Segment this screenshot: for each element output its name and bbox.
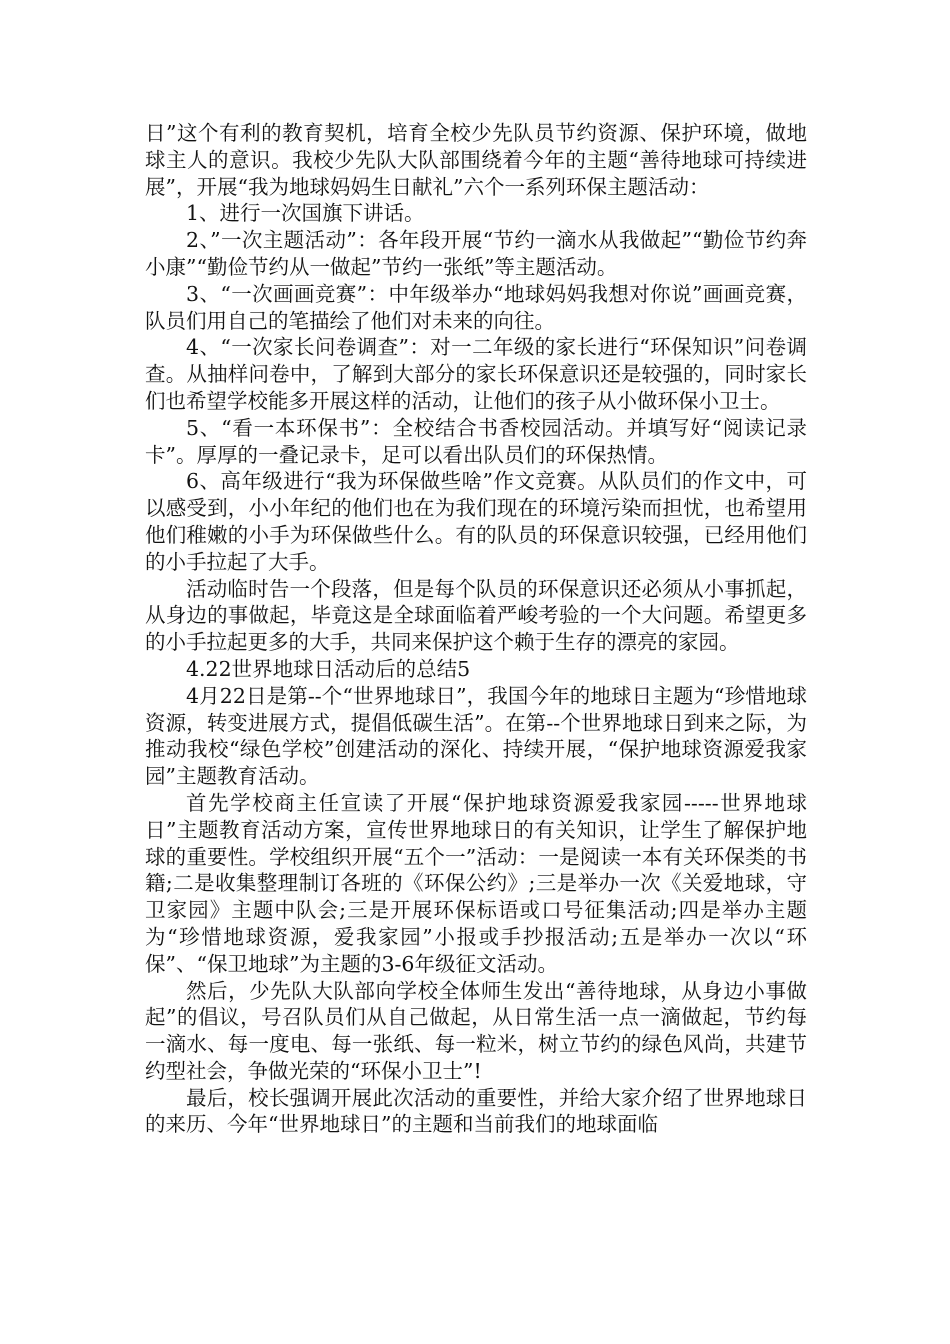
paragraph-item-1: 1、进行一次国旗下讲话。 bbox=[186, 201, 425, 226]
paragraph-item-5: 5、“看一本环保书”：全校结合书香校园活动。并填写好“阅读记录卡”。厚厚的一叠记录卡，足可以看出队员们的环保热情。 bbox=[145, 415, 807, 467]
paragraph-item-3: 3、“一次画画竞赛”：中年级举办“地球妈妈我想对你说”画画竞赛，队员们用自己的笔描绘了他们对未来的向往。 bbox=[145, 281, 807, 333]
paragraph-item-6: 6、高年级进行“我为环保做些啥”作文竞赛。从队员们的作文中，可以感受到，小小年纪的他们也在为我们现在的环境污染而担忧，也希望用他们稚嫩的小手为环保做些什么。有的队员的环保意识较强，已经用他们的小手拉起了大手。 bbox=[145, 469, 807, 574]
section-heading: 4.22世界地球日活动后的总结5 bbox=[186, 656, 471, 681]
paragraph-earth-day-intro: 4月22日是第--个“世界地球日”，我国今年的地球日主题为“珍惜地球资源，转变进展方式，提倡低碳生活”。在第--个世界地球日到来之际，为推动我校“绿色学校”创建活动的深化、持续开展，“保护地球资源爱我家园”主题教育活动。 bbox=[145, 683, 807, 789]
paragraph-initiative: 然后，少先队大队部向学校全体师生发出“善待地球，从身边小事做起”的倡议，号召队员们从自己做起，从日常生活一点一滴做起，节约每一滴水、每一度电、每一张纸、每一粒米，树立节约的绿色风尚，共建节约型社会，争做光荣的“环保小卫士”! bbox=[145, 978, 807, 1083]
paragraph-item-2: 2、”一次主题活动”：各年段开展“节约一滴水从我做起”“勤俭节约奔小康”“勤俭节约从一做起”节约一张纸”等主题活动。 bbox=[145, 228, 807, 279]
paragraph-final: 最后，校长强调开展此次活动的重要性，并给大家介绍了世界地球日的来历、今年“世界地球日”的主题和当前我们的地球面临 bbox=[145, 1085, 807, 1137]
paragraph-intro: 日”这个有利的教育契机，培育全校少先队员节约资源、保护环境，做地球主人的意识。我校少先队大队部围绕着今年的主题“善待地球可持续进展”，开展“我为地球妈妈生日献礼”六个一系列环保主题活动： bbox=[145, 121, 807, 199]
paragraph-first-activity: 首先学校商主任宣读了开展“保护地球资源爱我家园-----世界地球日”主题教育活动方案，宣传世界地球日的有关知识，让学生了解保护地球的重要性。学校组织开展“五个一”活动：一是阅读一本有关环保类的书籍;二是收集整理制订各班的《环保公约》;三是举办一次《关爱地球，守卫家园》主题中队会;三是开展环保标语或口号征集活动;四是举办主题为“珍惜地球资源，爱我家园”小报或手抄报活动;五是举办一次以“环保”、“保卫地球”为主题的3-6年级征文活动。 bbox=[145, 790, 807, 976]
paragraph-item-4: 4、“一次家长问卷调查”：对一二年级的家长进行“环保知识”问卷调查。从抽样问卷中，了解到大部分的家长环保意识还是较强的，同时家长们也希望学校能多开展这样的活动，让他们的孩子从小做环保小卫士。 bbox=[145, 335, 807, 413]
paragraph-conclusion: 活动临时告一个段落，但是每个队员的环保意识还必须从小事抓起，从身边的事做起，毕竟这是全球面临着严峻考验的一个大问题。希望更多的小手拉起更多的大手，共同来保护这个赖于生存的漂亮的家园。 bbox=[145, 576, 807, 655]
document-page bbox=[145, 120, 807, 1138]
